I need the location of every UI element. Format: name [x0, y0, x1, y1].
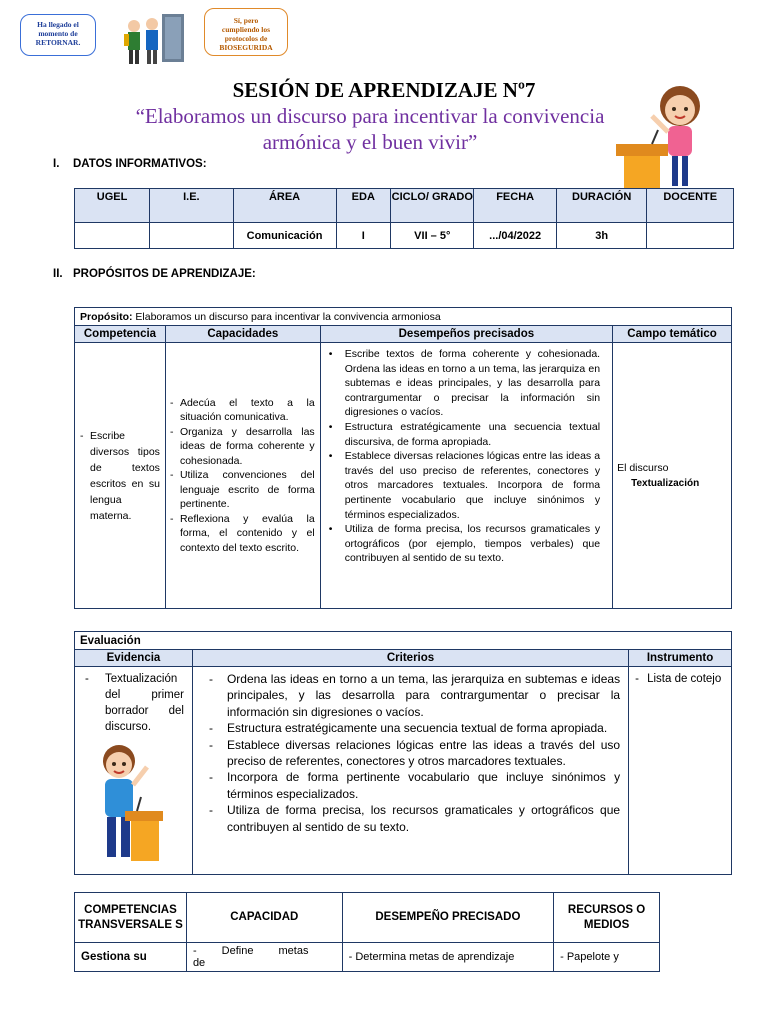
table-header-row: [75, 326, 732, 343]
session-subtitle: [60, 103, 680, 155]
criterio-item: - Utiliza de forma precisa, los recursos gramaticales y ortográficos que contribuyen al sentido de su texto.: [201, 802, 620, 835]
proposito-row: [75, 308, 732, 326]
col-header-duracion: DURACIÓN: [556, 189, 647, 223]
proposito-text: Elaboramos un discurso para incentivar la convivencia armoniosa: [135, 310, 441, 323]
propositos-table: [74, 307, 732, 609]
campo-tematico-sub: Textualización: [631, 477, 700, 489]
bubble-line: cumpliendo los: [221, 25, 271, 34]
desempeno-item: • Escribe textos de forma coherente y cohesionada. Ordena las ideas en torno a un tema, las jerarquiza en subtemas e ideas principales, y las desarrolla para contrargumentar o precisar la información sin digresiones o vacíos.: [327, 347, 600, 420]
page-title: SESIÓN DE APRENDIZAJE Nº7: [232, 78, 536, 102]
cell-duracion: 3h: [556, 223, 647, 249]
capacidad-item: - Utiliza convenciones del lenguaje escrito de forma pertinente.: [170, 468, 315, 512]
col-header-desempeno-precisado: DESEMPEÑO PRECISADO: [342, 893, 554, 943]
subtitle-line: “Elaboramos un discurso para incentivar la convivencia: [135, 104, 605, 128]
cell-competencia: Gestiona su: [75, 943, 187, 972]
table-row: [75, 667, 732, 875]
capacidad-item: - Organiza y desarrolla las ideas de forma coherente y cohesionada.: [170, 425, 315, 469]
cell-recursos: - Papelote y: [554, 943, 660, 972]
criterio-item: - Estructura estratégicamente una secuencia textual de forma apropiada.: [201, 720, 620, 736]
cell-ugel: [75, 223, 150, 249]
section-heading-propositos: [53, 268, 256, 280]
col-header-docente: DOCENTE: [647, 189, 734, 223]
instrumento-cell: [629, 667, 732, 875]
col-header-fecha: FECHA: [474, 189, 556, 223]
proposito-label: Propósito:: [80, 310, 133, 323]
criterios-cell: [192, 667, 628, 875]
col-header-area: ÁREA: [233, 189, 336, 223]
evaluacion-title-row: [75, 632, 732, 650]
evidencia-cell: [75, 667, 193, 875]
col-header-recursos: RECURSOS O MEDIOS: [554, 893, 660, 943]
bubble-line: momento de: [38, 29, 78, 38]
criterio-item: - Establece diversas relaciones lógicas entre las ideas a través del uso preciso de referentes, conectores y otros marcadores textuales.: [201, 737, 620, 770]
table-header-row: [75, 650, 732, 667]
campo-tematico-value: El discurso: [617, 461, 669, 474]
evaluacion-title: Evaluación: [75, 632, 732, 650]
cell-capacidad: - Define metas de: [186, 943, 342, 972]
competencia-cell: [75, 343, 166, 609]
table-header-row: [75, 893, 660, 943]
instrumento-item: - Lista de cotejo: [635, 671, 727, 687]
students-illustration: [114, 12, 194, 66]
capacidad-item: - Reflexiona y evalúa la forma, el contenido y el contexto del texto escrito.: [170, 512, 315, 556]
desempeno-item: • Estructura estratégicamente una secuencia textual discursiva, de forma apropiada.: [327, 420, 600, 449]
bubble-line: RETORNAR.: [35, 38, 81, 47]
table-row: [75, 223, 734, 249]
criterio-item: - Ordena las ideas en torno a un tema, las jerarquiza en subtemas e ideas principales, y las desarrolla para contrargumentar o precisar la información sin digresiones o vacíos.: [201, 671, 620, 720]
girl-at-podium-illustration: [612, 82, 712, 192]
boy-at-podium-illustration: [93, 739, 165, 863]
col-header-ugel: UGEL: [75, 189, 150, 223]
capacidad-item: - Adecúa el texto a la situación comunicativa.: [170, 396, 315, 425]
section-number: II.: [53, 268, 63, 280]
desempeno-item: • Establece diversas relaciones lógicas entre las ideas a través del uso preciso de referentes, conectores y otros marcadores textuales. Incorpora de forma pertinente vocabulario que incluye sinónimos y términos especializados.: [327, 449, 600, 522]
bubble-line: Ha llegado el: [37, 20, 79, 29]
col-header-ie: I.E.: [150, 189, 233, 223]
table-header-row: [75, 189, 734, 223]
cell-ie: [150, 223, 233, 249]
cell-docente: [647, 223, 734, 249]
col-header-campo-tematico: Campo temático: [613, 326, 732, 343]
desempenos-cell: [320, 343, 612, 609]
col-header-competencia: Competencia: [75, 326, 166, 343]
evidencia-item: - Textualización del primer borrador del discurso.: [85, 671, 184, 735]
section-number: I.: [53, 158, 60, 170]
cell-eda: I: [336, 223, 391, 249]
section-label: DATOS INFORMATIVOS:: [73, 158, 207, 170]
col-header-evidencia: Evidencia: [75, 650, 193, 667]
cell-desempeno: - Determina metas de aprendizaje: [342, 943, 554, 972]
subtitle-line: armónica y el buen vivir”: [262, 130, 478, 154]
capacidades-cell: [165, 343, 320, 609]
col-header-competencias-transversales: COMPETENCIAS TRANSVERSALE S: [75, 893, 187, 943]
cell-fecha: .../04/2022: [474, 223, 556, 249]
col-header-ciclo-grado: CICLO/ GRADO: [391, 189, 474, 223]
cell-ciclo-grado: VII – 5°: [391, 223, 474, 249]
col-header-instrumento: Instrumento: [629, 650, 732, 667]
bubble-line: Sí, pero: [233, 16, 259, 25]
speech-bubble-right: [204, 8, 288, 56]
col-header-capacidad: CAPACIDAD: [186, 893, 342, 943]
bubble-line: protocolos de: [224, 34, 268, 43]
col-header-desempenos: Desempeños precisados: [320, 326, 612, 343]
criterio-item: - Incorpora de forma pertinente vocabulario que incluye sinónimos y términos especializados.: [201, 769, 620, 802]
competencias-transversales-table: [74, 892, 660, 972]
section-label: PROPÓSITOS DE APRENDIZAJE:: [73, 268, 256, 280]
table-row: [75, 343, 732, 609]
section-heading-datos: [53, 158, 207, 170]
datos-informativos-table: [74, 188, 734, 249]
col-header-criterios: Criterios: [192, 650, 628, 667]
bubble-line: BIOSEGURIDA: [219, 43, 273, 52]
table-row: [75, 943, 660, 972]
col-header-eda: EDA: [336, 189, 391, 223]
col-header-capacidades: Capacidades: [165, 326, 320, 343]
desempeno-item: • Utiliza de forma precisa, los recursos gramaticales y ortográficos (por ejemplo, tiempos verbales) que contribuyen al sentido de su texto.: [327, 522, 600, 566]
header-banner: [18, 8, 290, 66]
cell-area: Comunicación: [233, 223, 336, 249]
proposito-cell: [75, 308, 732, 326]
evaluacion-table: [74, 631, 732, 875]
competencia-item: - Escribe diversos tipos de textos escritos en su lengua materna.: [80, 428, 160, 524]
speech-bubble-left: [20, 14, 96, 56]
campo-tematico-cell: [613, 343, 732, 609]
